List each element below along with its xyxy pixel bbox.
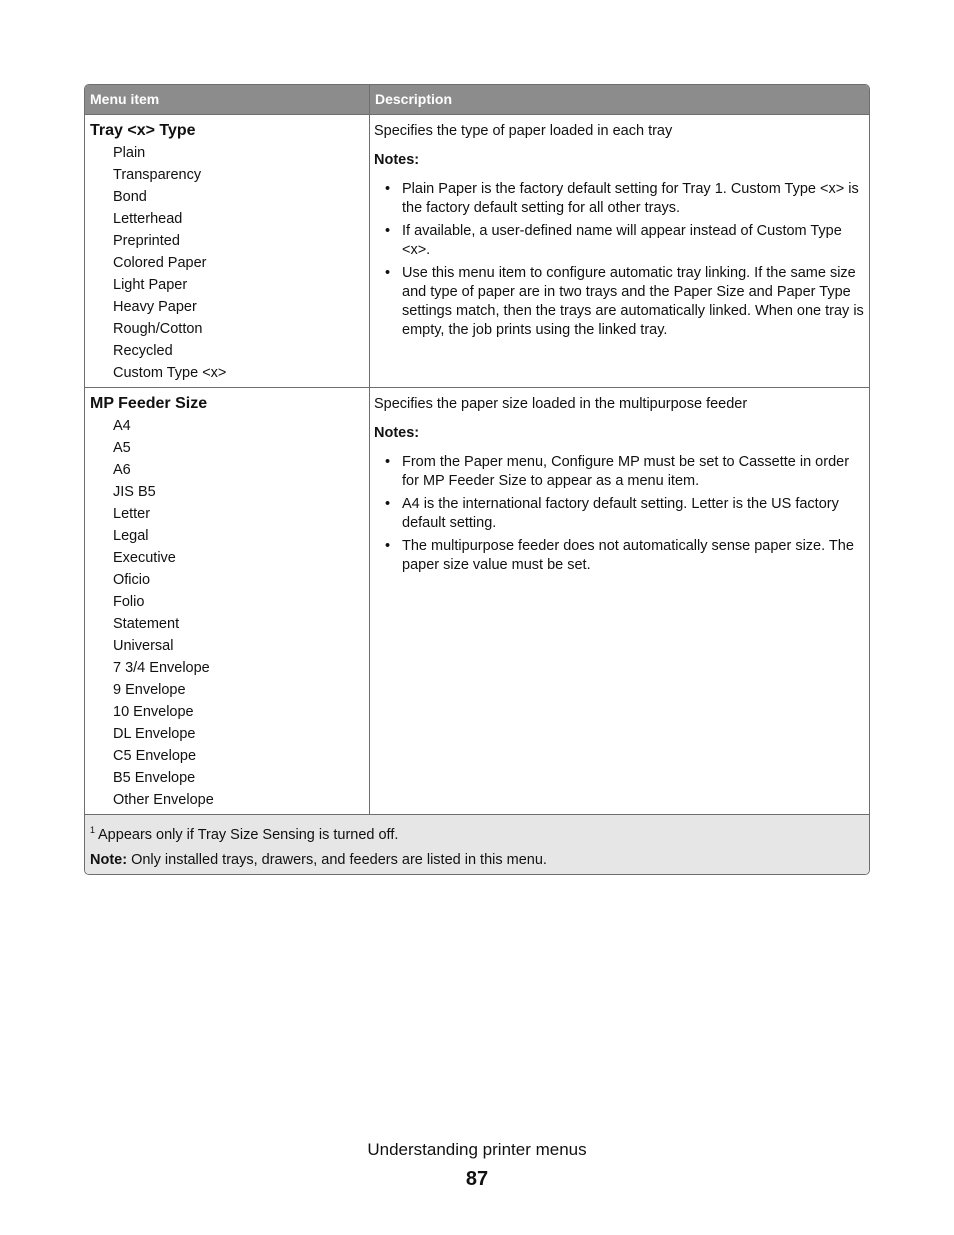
menu-option: Other Envelope (113, 792, 214, 808)
note-item (374, 537, 865, 575)
menu-option: 7 3/4 Envelope (113, 660, 210, 676)
table-row (85, 115, 869, 388)
menu-option: Preprinted (113, 233, 180, 249)
bullet-icon: • (385, 496, 391, 512)
note-item (374, 180, 865, 218)
note-text: If available, a user-defined name will appear instead of Custom Type <x>. (402, 223, 842, 258)
note-text: From the Paper menu, Configure MP must be set to Cassette in order for MP Feeder Size to appear as a menu item. (402, 454, 850, 489)
menu-option: C5 Envelope (113, 748, 197, 764)
menu-option: Statement (113, 616, 180, 632)
menu-option: Heavy Paper (113, 299, 197, 315)
note-item (374, 453, 865, 491)
menu-option: 10 Envelope (113, 704, 194, 720)
notes-list (374, 180, 865, 340)
menu-option: Custom Type <x> (113, 365, 227, 381)
menu-option: A6 (113, 462, 131, 478)
notes-label: Notes: (374, 425, 420, 441)
menu-option: Rough/Cotton (113, 321, 203, 337)
bullet-icon: • (385, 454, 391, 470)
page-number: 87 (465, 1168, 489, 1190)
menu-option: A5 (113, 440, 131, 456)
note-item (374, 222, 865, 260)
menu-option: Colored Paper (113, 255, 207, 271)
description-text: Specifies the type of paper loaded in each tray (374, 123, 673, 139)
description-cell (370, 388, 869, 814)
notes-list (374, 453, 865, 575)
menu-option: Executive (113, 550, 176, 566)
note-text: A4 is the international factory default setting. Letter is the US factory default setting. (402, 496, 839, 531)
menu-option: Recycled (113, 343, 173, 359)
menu-item-title: MP Feeder Size (90, 395, 208, 412)
menu-option: Legal (113, 528, 149, 544)
menu-options-list (90, 142, 365, 384)
table-header (85, 85, 869, 115)
footnote (90, 821, 864, 845)
note-text: Only installed trays, drawers, and feeders are listed in this menu. (127, 852, 547, 868)
menu-option: Light Paper (113, 277, 188, 293)
menu-option: Folio (113, 594, 145, 610)
bullet-icon: • (385, 223, 391, 239)
note-text: The multipurpose feeder does not automatically sense paper size. The paper size value must be set. (402, 538, 854, 573)
menu-option: B5 Envelope (113, 770, 196, 786)
menu-option: DL Envelope (113, 726, 196, 742)
note-text: Use this menu item to configure automatic tray linking. If the same size and type of paper are in two trays and the Paper Size and Paper Type settings match, then the trays are automatically linked. When one tray is empty, the job prints using the linked tray. (402, 265, 864, 338)
note-item (374, 264, 865, 340)
menu-option: Letterhead (113, 211, 183, 227)
bullet-icon: • (385, 265, 391, 281)
menu-option: Universal (113, 638, 174, 654)
header-description: Description (375, 91, 453, 107)
bullet-icon: • (385, 538, 391, 554)
footer-title: Understanding printer menus (367, 1140, 587, 1159)
table-note (90, 851, 864, 870)
description-text: Specifies the paper size loaded in the multipurpose feeder (374, 396, 748, 412)
note-label: Note: (90, 852, 128, 868)
note-item (374, 495, 865, 533)
table-footer (85, 815, 869, 874)
menu-option: Transparency (113, 167, 202, 183)
bullet-icon: • (385, 181, 391, 197)
menu-item-title: Tray <x> Type (90, 122, 196, 139)
header-menu-item: Menu item (85, 85, 370, 114)
table-row (85, 388, 869, 815)
menu-option: A4 (113, 418, 131, 434)
menu-option: 9 Envelope (113, 682, 186, 698)
notes-label: Notes: (374, 152, 420, 168)
menu-option: Oficio (113, 572, 151, 588)
description-cell (370, 115, 869, 387)
menu-option: Letter (113, 506, 151, 522)
footnote-text: Appears only if Tray Size Sensing is turned off. (98, 827, 399, 843)
menu-option: Bond (113, 189, 147, 205)
menu-options-list (90, 415, 365, 811)
menu-item-cell (85, 115, 370, 387)
menu-table (84, 84, 870, 875)
menu-option: Plain (113, 145, 146, 161)
footnote-marker: 1 (90, 825, 96, 835)
menu-item-cell (85, 388, 370, 814)
menu-option: JIS B5 (113, 484, 156, 500)
note-text: Plain Paper is the factory default setting for Tray 1. Custom Type <x> is the factory default setting for all other trays. (402, 181, 859, 216)
table-body (85, 115, 869, 815)
